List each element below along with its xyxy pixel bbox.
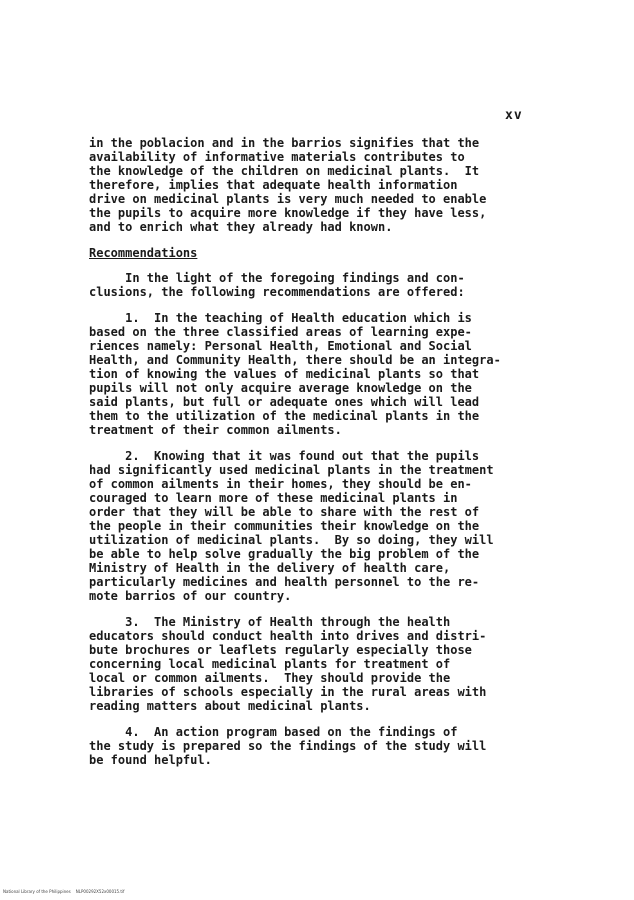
- text-line: Ministry of Health in the delivery of health care,: [89, 561, 451, 575]
- text-line: and to enrich what they already had known.: [89, 220, 393, 234]
- text-line: 4. An action program based on the findings of: [89, 725, 458, 739]
- text-line: clusions, the following recommendations are offered:: [89, 285, 465, 299]
- text-line: order that they will be able to share with the rest of: [89, 505, 480, 519]
- text-line: tion of knowing the values of medicinal plants so that: [89, 367, 480, 381]
- text-line: the knowledge of the children on medicinal plants. It: [89, 164, 480, 178]
- text-line: had significantly used medicinal plants in the treatment: [89, 463, 494, 477]
- text-line: in the poblacion and in the barrios signifies that the: [89, 136, 480, 150]
- text-line: local or common ailments. They should provide the: [89, 671, 451, 685]
- text-line: bute brochures or leaflets regularly especially those: [89, 643, 472, 657]
- text-line: couraged to learn more of these medicinal plants in: [89, 491, 458, 505]
- text-line: be found helpful.: [89, 753, 212, 767]
- text-line: riences namely: Personal Health, Emotional and Social: [89, 339, 472, 353]
- text-line: 2. Knowing that it was found out that the pupils: [89, 449, 480, 463]
- text-line: based on the three classified areas of learning expe-: [89, 325, 472, 339]
- text-line: the pupils to acquire more knowledge if they have less,: [89, 206, 487, 220]
- text-line: concerning local medicinal plants for treatment of: [89, 657, 451, 671]
- text-line: reading matters about medicinal plants.: [89, 699, 371, 713]
- text-line: pupils will not only acquire average knowledge on the: [89, 381, 472, 395]
- text-line: the study is prepared so the findings of the study will: [89, 739, 487, 753]
- text-line: the people in their communities their knowledge on the: [89, 519, 480, 533]
- text-line: treatment of their common ailments.: [89, 423, 342, 437]
- page-number: xv: [505, 108, 523, 123]
- text-line: be able to help solve gradually the big problem of the: [89, 547, 480, 561]
- text-line: In the light of the foregoing findings and con-: [89, 271, 465, 285]
- text-line: libraries of schools especially in the rural areas with: [89, 685, 487, 699]
- text-line: educators should conduct health into drives and distri-: [89, 629, 487, 643]
- text-line: mote barrios of our country.: [89, 589, 292, 603]
- text-line: utilization of medicinal plants. By so doing, they will: [89, 533, 494, 547]
- section-heading: Recommendations: [89, 246, 198, 260]
- footer-scan-label: National Library of the Philippines NLP00292X52x00015.tif: [3, 889, 125, 894]
- text-line: 3. The Ministry of Health through the health: [89, 615, 451, 629]
- text-line: drive on medicinal plants is very much needed to enable: [89, 192, 487, 206]
- text-line: said plants, but full or adequate ones which will lead: [89, 395, 480, 409]
- text-line: Health, and Community Health, there should be an integra-: [89, 353, 501, 367]
- text-line: therefore, implies that adequate health information: [89, 178, 458, 192]
- text-line: 1. In the teaching of Health education which is: [89, 311, 472, 325]
- text-line: them to the utilization of the medicinal plants in the: [89, 409, 480, 423]
- text-line: of common ailments in their homes, they should be en-: [89, 477, 472, 491]
- text-line: particularly medicines and health personnel to the re-: [89, 575, 480, 589]
- text-line: availability of informative materials contributes to: [89, 150, 465, 164]
